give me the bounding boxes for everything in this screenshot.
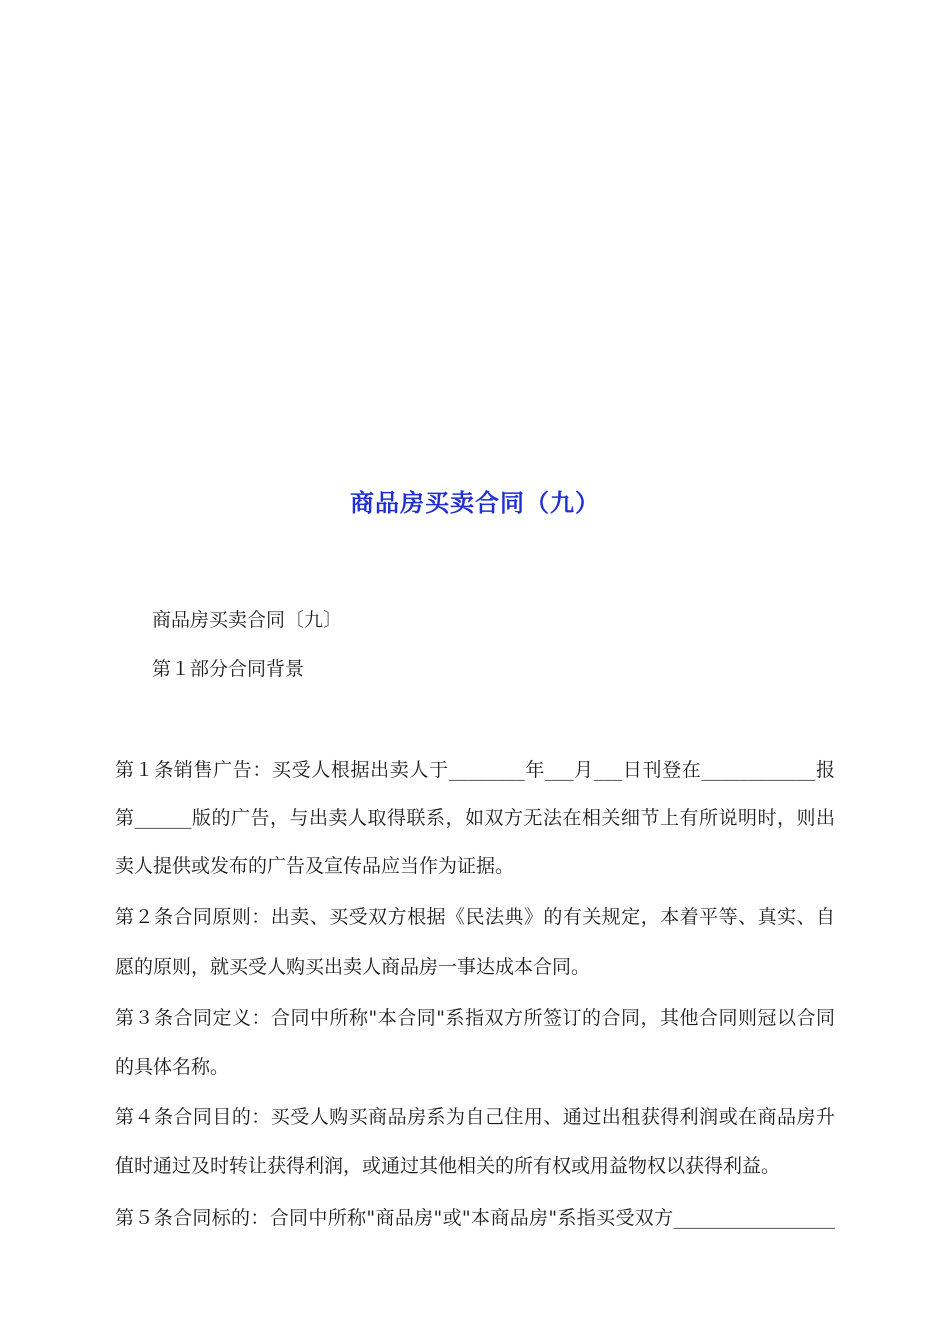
section-heading: 第１部分合同背景 <box>152 658 305 680</box>
document-title: 商品房买卖合同（九） <box>350 489 600 517</box>
document-subtitle: 商品房买卖合同〔九〕 <box>152 609 343 631</box>
paragraph-line: 第５条合同标的：合同中所称"商品房"或"本商品房"系指买受双方_________________ <box>115 1207 835 1229</box>
paragraph-line: 愿的原则，就买受人购买出卖人商品房一事达成本合同。 <box>115 956 591 978</box>
paragraph-line: 的具体名称。 <box>115 1056 230 1078</box>
paragraph-line: 值时通过及时转让获得利润，或通过其他相关的所有权或用益物权以获得利益。 <box>115 1155 781 1177</box>
paragraph-line: 第２条合同原则：出卖、买受双方根据《民法典》的有关规定，本着平等、真实、自 <box>115 906 835 928</box>
paragraph-line: 第______版的广告，与出卖人取得联系，如双方无法在相关细节上有所说明时，则出 <box>115 807 835 829</box>
paragraph-line: 第３条合同定义：合同中所称"本合同"系指双方所签订的合同，其他合同则冠以合同 <box>115 1007 835 1029</box>
paragraph-line: 卖人提供或发布的广告及宣传品应当作为证据。 <box>115 855 515 877</box>
paragraph-line: 第１条销售广告：买受人根据出卖人于________年___月___日刊登在____________报 <box>115 759 835 781</box>
paragraph-line: 第４条合同目的：买受人购买商品房系为自己住用、通过出租获得利润或在商品房升 <box>115 1106 835 1128</box>
